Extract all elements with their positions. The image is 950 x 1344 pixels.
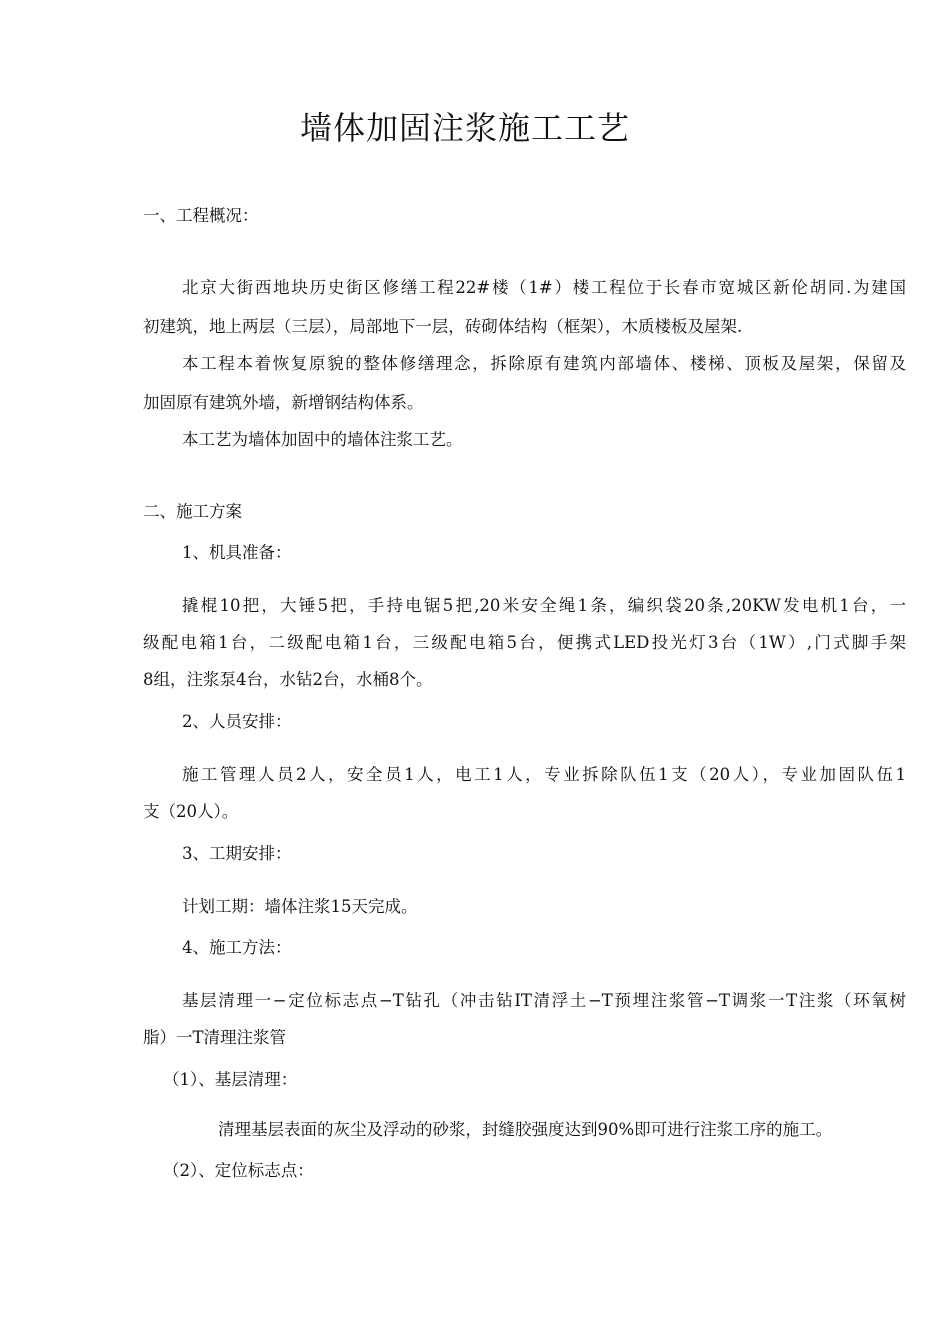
paragraph-line: 基层清理一−定位标志点−T钻孔（冲击钻IT清浮土−T预埋注浆管−T调浆一T注浆（环氧树 bbox=[182, 991, 906, 1010]
section-heading-overview: 一、工程概况： bbox=[143, 206, 259, 225]
paragraph-line: 施工管理人员2人，安全员1人，电工1人，专业拆除队伍1支（20人），专业加固队伍1 bbox=[182, 765, 906, 784]
paragraph-line: 撬棍10把，大锤5把，手持电锯5把,20米安全绳1条，编织袋20条,20KW发电机1台，一 bbox=[182, 596, 906, 615]
subsection-heading: 4、施工方法： bbox=[182, 938, 292, 957]
paragraph-line: 北京大街西地块历史街区修缮工程22#楼（1#）楼工程位于长春市宽城区新伦胡同.为建国 bbox=[182, 278, 906, 297]
paragraph-line: 本工程本着恢复原貌的整体修缮理念，拆除原有建筑内部墙体、楼梯、顶板及屋架，保留及 bbox=[182, 354, 906, 373]
step-heading: （2）、定位标志点： bbox=[163, 1161, 314, 1180]
paragraph-line: 清理基层表面的灰尘及浮动的砂浆，封缝胶强度达到90%即可进行注浆工序的施工。 bbox=[218, 1120, 833, 1139]
paragraph-line: 本工艺为墙体加固中的墙体注浆工艺。 bbox=[182, 430, 463, 449]
subsection-heading: 2、人员安排： bbox=[182, 712, 292, 731]
document-title: 墙体加固注浆施工工艺 bbox=[299, 109, 630, 147]
paragraph-line: 初建筑，地上两层（三层），局部地下一层，砖砌体结构（框架），木质楼板及屋架. bbox=[143, 317, 743, 336]
paragraph-line: 加固原有建筑外墙，新增钢结构体系。 bbox=[143, 393, 424, 412]
paragraph-line: 计划工期：墙体注浆15天完成。 bbox=[182, 897, 418, 916]
paragraph-line: 支（20人）。 bbox=[143, 802, 239, 821]
paragraph-line: 8组，注浆泵4台，水钻2台，水桶8个。 bbox=[143, 670, 433, 689]
section-heading-plan: 二、施工方案 bbox=[143, 502, 242, 521]
paragraph-line: 级配电箱1台，二级配电箱1台，三级配电箱5台，便携式LED投光灯3台（1W）,门式脚手架 bbox=[143, 633, 906, 652]
subsection-heading: 1、机具准备： bbox=[182, 543, 292, 562]
paragraph-line: 脂）一T清理注浆管 bbox=[143, 1028, 287, 1047]
subsection-heading: 3、工期安排： bbox=[182, 844, 292, 863]
step-heading: （1）、基层清理： bbox=[163, 1070, 298, 1089]
